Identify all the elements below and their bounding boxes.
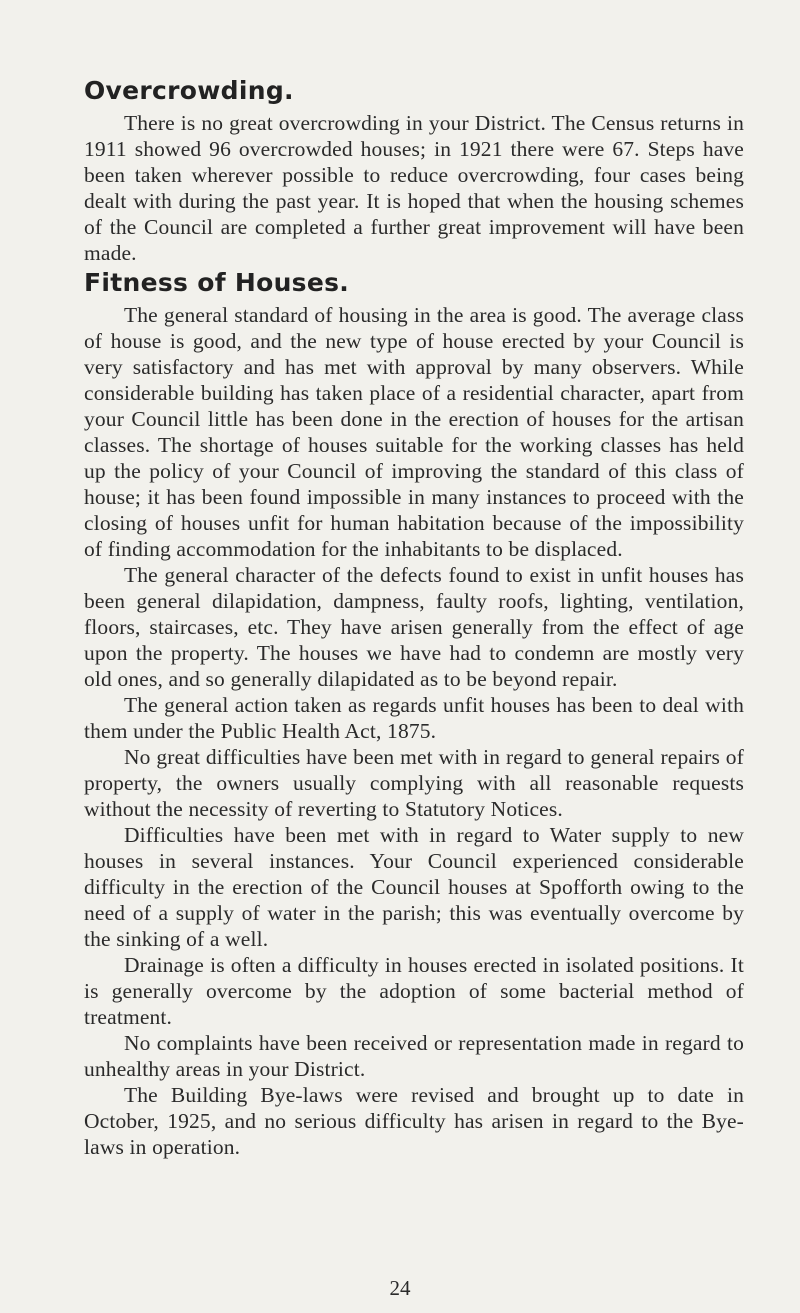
- section-heading-fitness-of-houses: Fitness of Houses.: [84, 268, 350, 297]
- paragraph-drainage: Drainage is often a difficulty in houses erected in isolated positions. It is generally overcome by the adoption of some bacterial method of treatment.: [84, 953, 744, 1029]
- paragraph-housing-standard: The general standard of housing in the area is good. The average class of house is good, and the new type of house erected by your Council is very satisfactory and has met with approval by many observers. While considerable building has taken place of a residential character, apart from your Council little has been done in the erection of houses for the artisan classes. The shortage of houses suitable for the working classes has held up the policy of your Council of improving the standard of this class of house; it has been found impossible in many instances to proceed with the closing of houses unfit for human habitation because of the impossibility of finding accommodation for the inhabitants to be displaced.: [84, 303, 744, 561]
- paragraph-complaints: No complaints have been received or representation made in regard to unhealthy areas in your District.: [84, 1031, 744, 1081]
- page-number: 24: [389, 1276, 411, 1300]
- section-heading-overcrowding: Overcrowding.: [84, 76, 294, 105]
- paragraph-water-supply: Difficulties have been met with in regard to Water supply to new houses in several instances. Your Council experienced considerable difficulty in the erection of the Council houses at Spofforth owing to the need of a supply of water in the parish; this was eventually overcome by the sinking of a well.: [84, 823, 744, 951]
- paragraph-defects: The general character of the defects found to exist in unfit houses has been general dilapidation, dampness, faulty roofs, lighting, ventilation, floors, staircases, etc. They have arisen generally from the effect of age upon the property. The houses we have had to condemn are mostly very old ones, and so generally dilapidated as to be beyond repair.: [84, 563, 744, 691]
- paragraph-bye-laws: The Building Bye-laws were revised and brought up to date in October, 1925, and no serious difficulty has arisen in regard to the Bye-laws in operation.: [84, 1083, 744, 1159]
- paragraph-action-taken: The general action taken as regards unfit houses has been to deal with them under the Public Health Act, 1875.: [84, 693, 744, 743]
- document-page: [84, 76, 744, 1160]
- paragraph-repairs: No great difficulties have been met with in regard to general repairs of property, the owners usually complying with all reasonable requests without the necessity of reverting to Statutory Notices.: [84, 745, 744, 821]
- paragraph-overcrowding: There is no great overcrowding in your District. The Census returns in 1911 showed 96 overcrowded houses; in 1921 there were 67. Steps have been taken wherever possible to reduce overcrowding, four cases being dealt with during the past year. It is hoped that when the housing schemes of the Council are completed a further great improvement will have been made.: [84, 111, 744, 265]
